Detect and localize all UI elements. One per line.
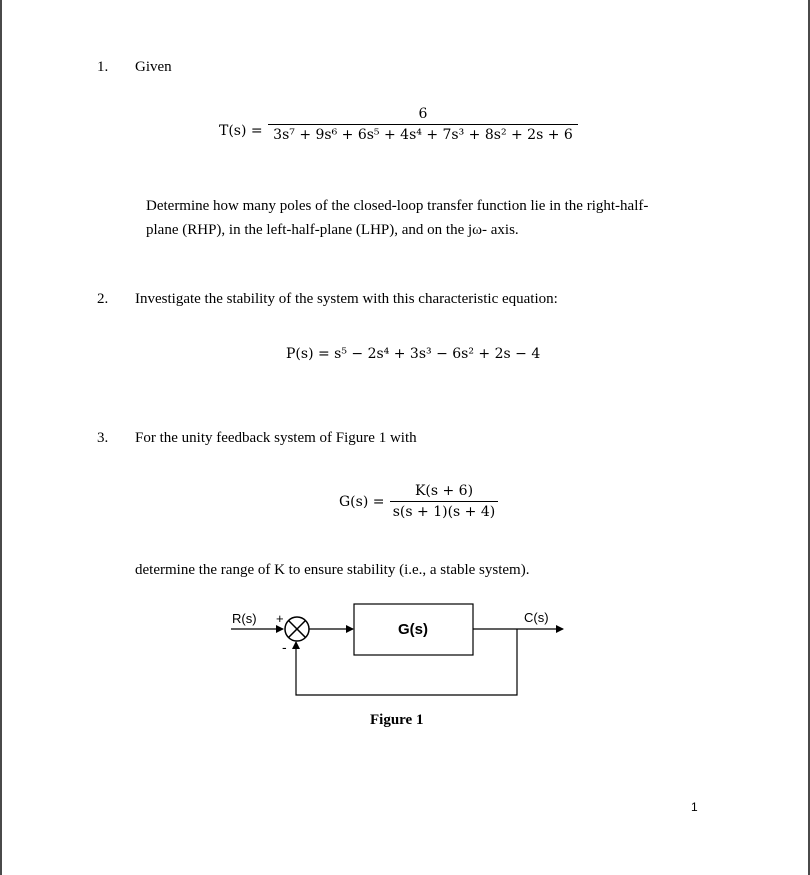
problem-1-equation-lhs: T(s) =: [219, 123, 263, 139]
problem-3-numerator: K(s + 6): [414, 483, 474, 499]
output-label: C(s): [524, 610, 549, 625]
problem-3-equation-lhs: G(s) =: [339, 494, 385, 510]
problem-2-number: 2.: [97, 291, 109, 307]
problem-3-denominator: s(s + 1)(s + 4): [392, 504, 496, 520]
problem-1-intro: Given: [135, 59, 172, 75]
problem-3-number: 3.: [97, 430, 109, 446]
problem-3-question: determine the range of K to ensure stability (i.e., a stable system).: [135, 562, 530, 578]
plus-sign: +: [276, 611, 284, 626]
problem-1-denominator: 3s⁷ + 9s⁶ + 6s⁵ + 4s⁴ + 7s³ + 8s² + 2s + 6: [273, 127, 573, 143]
problem-1-question-line-2: plane (RHP), in the left-half-plane (LHP), and on the jω- axis.: [146, 222, 519, 238]
problem-1-number: 1.: [97, 59, 109, 75]
summing-junction: [285, 617, 309, 641]
figure-caption: Figure 1: [370, 712, 424, 728]
problem-1-numerator: 6: [418, 106, 428, 122]
problem-3-intro: For the unity feedback system of Figure 1 with: [135, 430, 417, 446]
problem-2-intro: Investigate the stability of the system with this characteristic equation:: [135, 291, 558, 307]
minus-sign: -: [282, 639, 287, 655]
input-label: R(s): [232, 611, 257, 626]
plant-block-label: G(s): [398, 621, 428, 638]
problem-2-equation: P(s) = s⁵ − 2s⁴ + 3s³ − 6s² + 2s − 4: [286, 346, 541, 362]
problem-1-question-line-1: Determine how many poles of the closed-loop transfer function lie in the right-half-: [146, 198, 649, 214]
page-number: 1: [691, 800, 698, 814]
